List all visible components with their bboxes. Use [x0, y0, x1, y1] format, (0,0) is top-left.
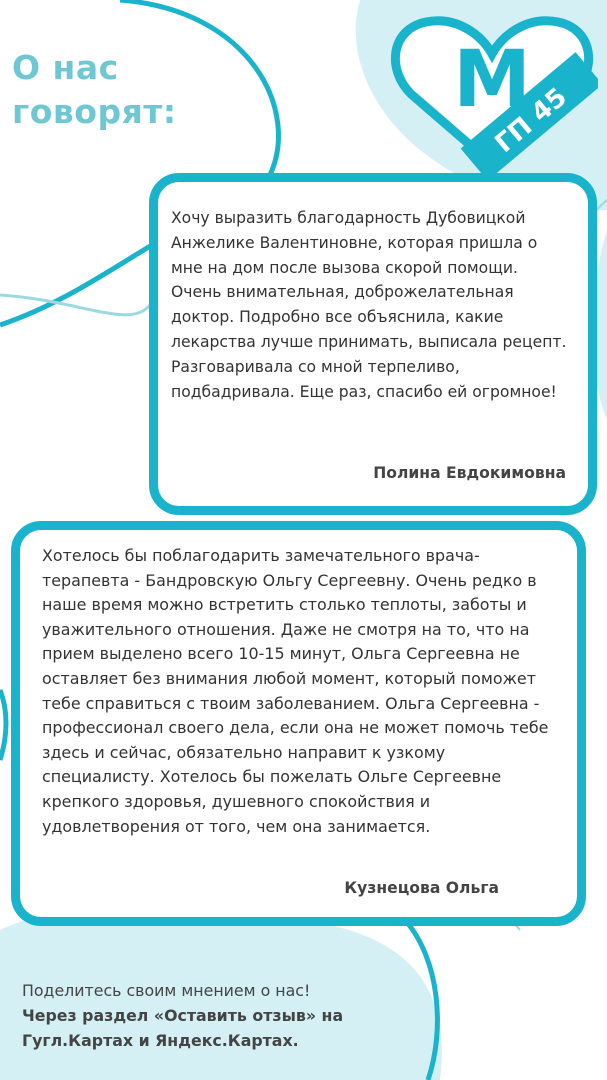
curve-left-thin [0, 295, 150, 315]
share-feedback-note [22, 978, 442, 1053]
logo-badge-text: ГП 45 [489, 82, 573, 159]
review-author: Кузнецова Ольга [344, 879, 499, 898]
review-card-2 [11, 521, 586, 926]
share-instructions-text: Через раздел «Оставить отзыв» на Гугл.Картах и Яндекс.Картах. [22, 1006, 344, 1050]
clinic-logo [386, 14, 598, 174]
share-invite-text: Поделитесь своим мнением о нас! [22, 981, 311, 1000]
logo-letter: М [453, 35, 531, 125]
heading-line-1: О нас [12, 48, 119, 87]
page-heading [12, 46, 212, 134]
review-text: Хочу выразить благодарность Дубовицкой Анжелике Валентиновне, которая пришла о мне на дом после вызова скорой помощи. Очень внимательная, доброжелательная доктор. Подробно все объяснила, какие лекарства лучше принимать, выписала рецепт. Разговаривала со мной терпеливо, подбадривала. Еще раз, спасибо ей огромное! [171, 209, 567, 401]
review-author: Полина Евдокимовна [373, 464, 566, 483]
heading-line-2: говорят: [12, 92, 177, 131]
curve-left-mid [0, 690, 6, 760]
curve-left [0, 245, 152, 325]
review-card-1 [149, 173, 597, 515]
review-text: Хотелось бы поблагодарить замечательного врача-терапевта - Бандровскую Ольгу Сергеевну. Очень редко в наше время можно встретить столько теплоты, заботы и уважительного отношения. Даже не смотря на то, что на прием выделено всего 10-15 минут, Ольга Сергеевна не оставляет без внимания любой момент, который поможет тебе справиться с твоим заболеванием. Ольга Сергеевна - профессионал своего дела, если она не может помочь тебе здесь и сейчас, обязательно направит к узкому специалисту. Хотелось бы пожелать Ольге Сергеевне крепкого здоровья, душевного спокойствия и удовлетворения от того, чем она занимается. [42, 546, 549, 836]
